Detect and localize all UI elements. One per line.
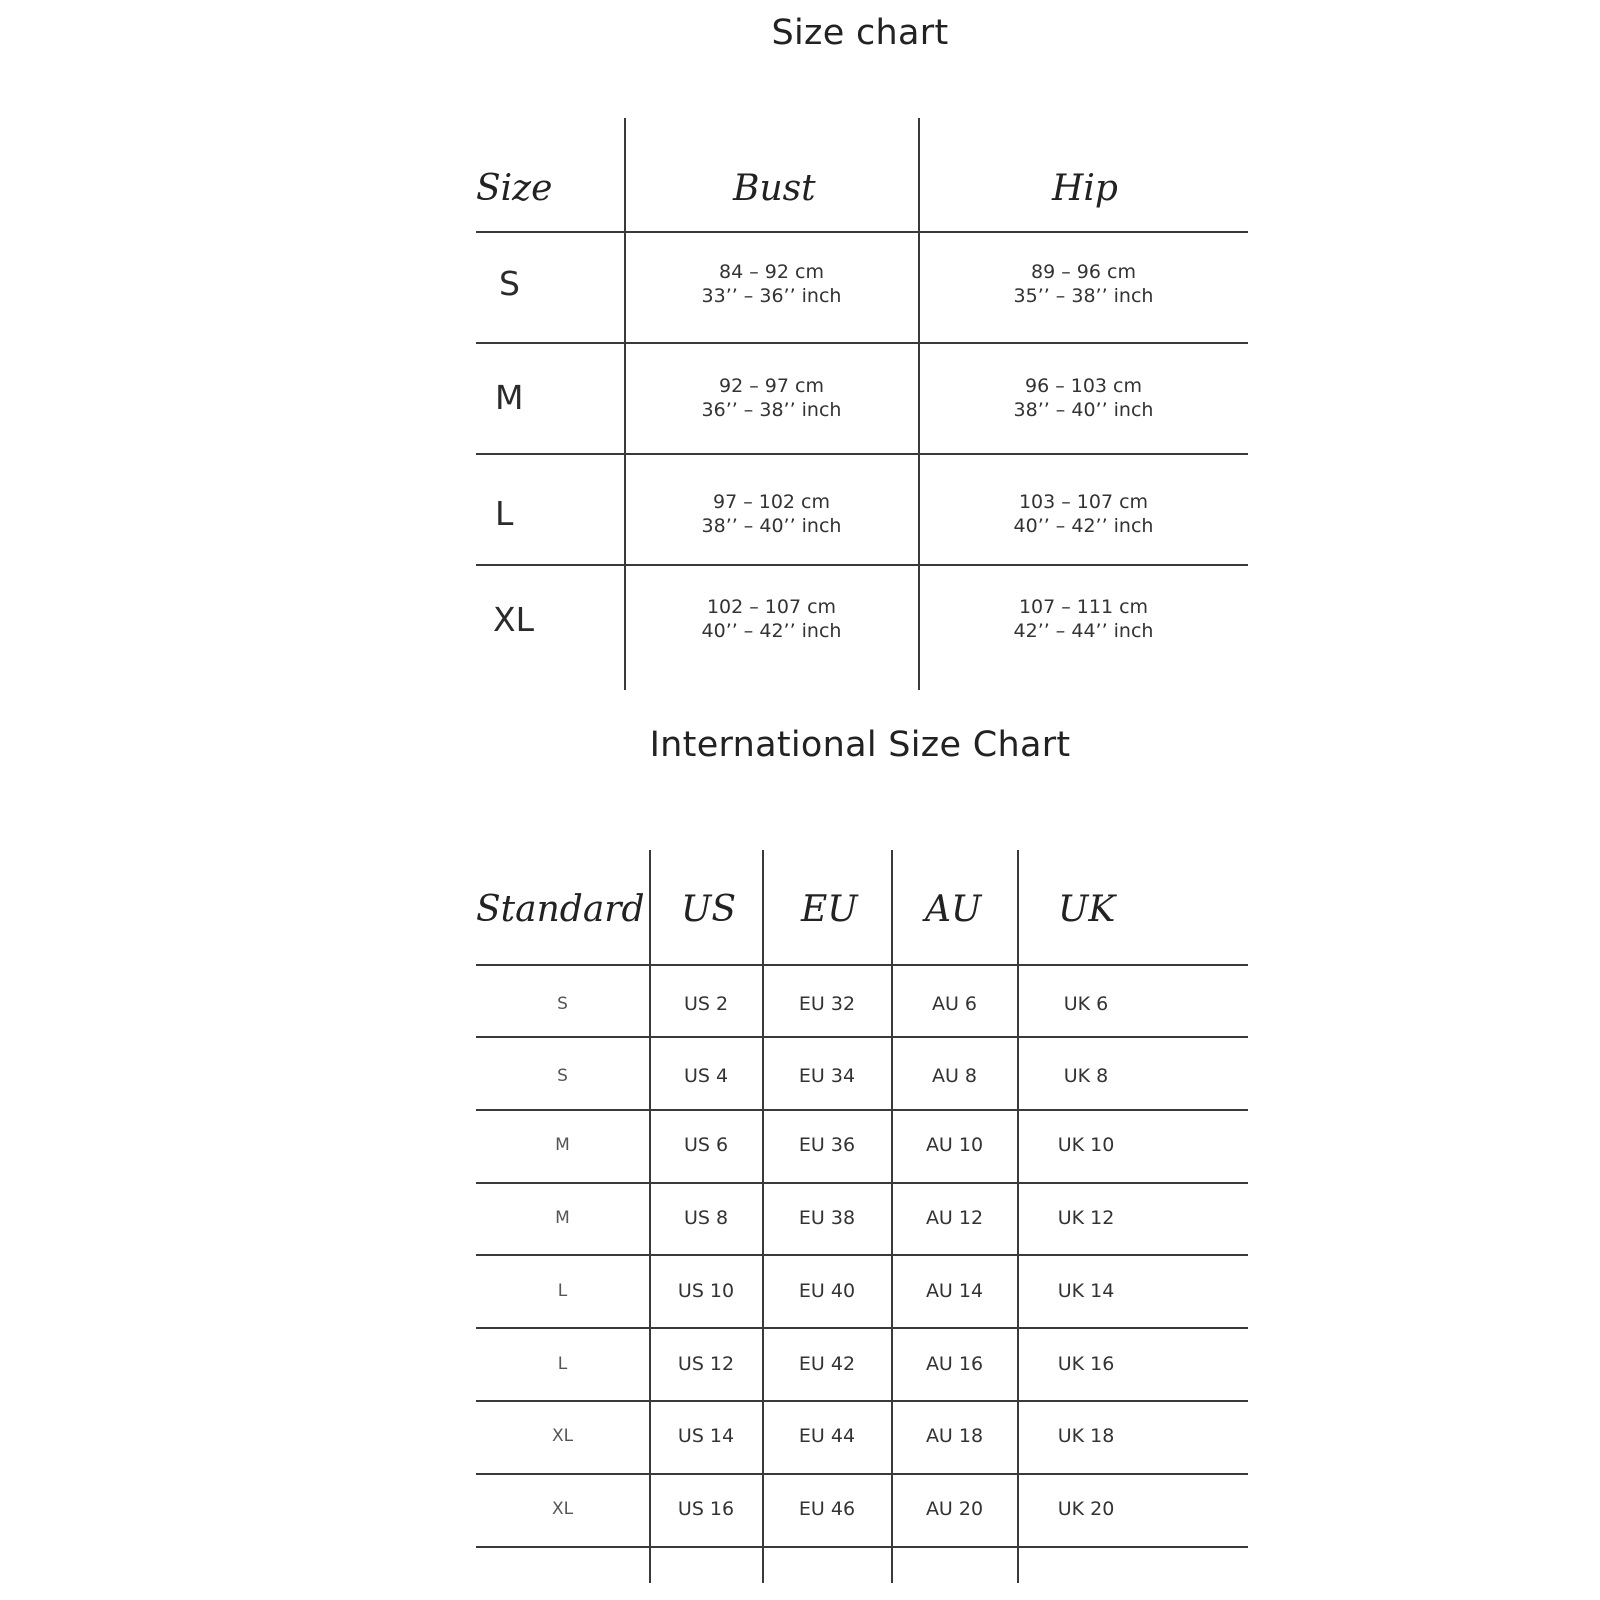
us-cell: US 16	[677, 1498, 735, 1520]
bust-cell	[625, 490, 918, 538]
divider-horizontal	[476, 1254, 1248, 1256]
us-cell: US 6	[683, 1134, 729, 1156]
eu-cell: EU 46	[798, 1498, 856, 1520]
bust-cm: 97 – 102 cm	[712, 491, 830, 513]
header-size: Size	[476, 168, 553, 209]
hip-cm: 89 – 96 cm	[1031, 261, 1136, 283]
divider-horizontal	[476, 1400, 1248, 1402]
bust-inch: 36’’ – 38’’ inch	[701, 399, 842, 421]
size-label: XL	[493, 600, 534, 639]
au-cell: AU 8	[931, 1065, 978, 1087]
hip-inch: 42’’ – 44’’ inch	[1013, 620, 1154, 642]
eu-cell: EU 32	[798, 993, 856, 1015]
bust-inch: 38’’ – 40’’ inch	[701, 515, 842, 537]
bust-cm: 84 – 92 cm	[719, 261, 824, 283]
header-us: US	[681, 889, 737, 930]
au-cell: AU 20	[925, 1498, 984, 1520]
us-cell: US 2	[683, 993, 729, 1015]
size-label: S	[499, 264, 520, 303]
au-cell: AU 10	[925, 1134, 984, 1156]
us-cell: US 10	[677, 1280, 735, 1302]
hip-inch: 40’’ – 42’’ inch	[1013, 515, 1154, 537]
uk-cell: UK 14	[1057, 1280, 1115, 1302]
au-cell: AU 14	[925, 1280, 984, 1302]
hip-cell	[919, 260, 1248, 308]
standard-cell: M	[555, 1135, 570, 1155]
size-label: M	[495, 378, 524, 417]
bust-cell	[625, 595, 918, 643]
us-cell: US 4	[683, 1065, 729, 1087]
hip-inch: 35’’ – 38’’ inch	[1013, 285, 1154, 307]
hip-cm: 103 – 107 cm	[1018, 491, 1149, 513]
international-size-chart-title: International Size Chart	[649, 725, 1071, 765]
uk-cell: UK 8	[1063, 1065, 1109, 1087]
divider-horizontal	[476, 1109, 1248, 1111]
standard-cell: L	[557, 1281, 568, 1301]
au-cell: AU 12	[925, 1207, 984, 1229]
divider-horizontal	[476, 564, 1248, 566]
size-chart-title: Size chart	[771, 13, 949, 53]
hip-cell	[919, 595, 1248, 643]
us-cell: US 8	[683, 1207, 729, 1229]
hip-inch: 38’’ – 40’’ inch	[1013, 399, 1154, 421]
au-cell: AU 16	[925, 1353, 984, 1375]
header-uk: UK	[1058, 889, 1116, 930]
header-bust: Bust	[733, 168, 816, 209]
au-cell: AU 18	[925, 1425, 984, 1447]
bust-cm: 102 – 107 cm	[706, 596, 837, 618]
us-cell: US 14	[677, 1425, 735, 1447]
bust-inch: 40’’ – 42’’ inch	[701, 620, 842, 642]
bust-cell	[625, 260, 918, 308]
eu-cell: EU 38	[798, 1207, 856, 1229]
eu-cell: EU 44	[798, 1425, 856, 1447]
uk-cell: UK 18	[1057, 1425, 1115, 1447]
eu-cell: EU 36	[798, 1134, 856, 1156]
uk-cell: UK 6	[1063, 993, 1109, 1015]
header-eu: EU	[801, 889, 858, 930]
standard-cell: S	[557, 994, 568, 1014]
uk-cell: UK 12	[1057, 1207, 1115, 1229]
divider-horizontal	[476, 1182, 1248, 1184]
header-au: AU	[925, 889, 982, 930]
uk-cell: UK 20	[1057, 1498, 1115, 1520]
eu-cell: EU 34	[798, 1065, 856, 1087]
divider-horizontal	[476, 453, 1248, 455]
standard-cell: S	[557, 1066, 568, 1086]
eu-cell: EU 40	[798, 1280, 856, 1302]
divider-horizontal	[476, 1546, 1248, 1548]
bust-inch: 33’’ – 36’’ inch	[701, 285, 842, 307]
uk-cell: UK 16	[1057, 1353, 1115, 1375]
divider-horizontal	[476, 342, 1248, 344]
standard-cell: XL	[551, 1499, 574, 1519]
standard-cell: XL	[551, 1426, 574, 1446]
divider-horizontal	[476, 1473, 1248, 1475]
standard-cell: M	[555, 1208, 570, 1228]
header-hip: Hip	[1052, 168, 1118, 209]
hip-cell	[919, 490, 1248, 538]
divider-horizontal	[476, 1327, 1248, 1329]
us-cell: US 12	[677, 1353, 735, 1375]
divider-horizontal	[476, 964, 1248, 966]
divider-horizontal	[476, 1036, 1248, 1038]
eu-cell: EU 42	[798, 1353, 856, 1375]
bust-cm: 92 – 97 cm	[719, 375, 824, 397]
header-standard: Standard	[476, 889, 645, 930]
bust-cell	[625, 374, 918, 422]
uk-cell: UK 10	[1057, 1134, 1115, 1156]
size-label: L	[495, 494, 514, 533]
divider-horizontal	[476, 231, 1248, 233]
standard-cell: L	[557, 1354, 568, 1374]
hip-cm: 96 – 103 cm	[1024, 375, 1142, 397]
au-cell: AU 6	[931, 993, 978, 1015]
hip-cm: 107 – 111 cm	[1018, 596, 1149, 618]
hip-cell	[919, 374, 1248, 422]
